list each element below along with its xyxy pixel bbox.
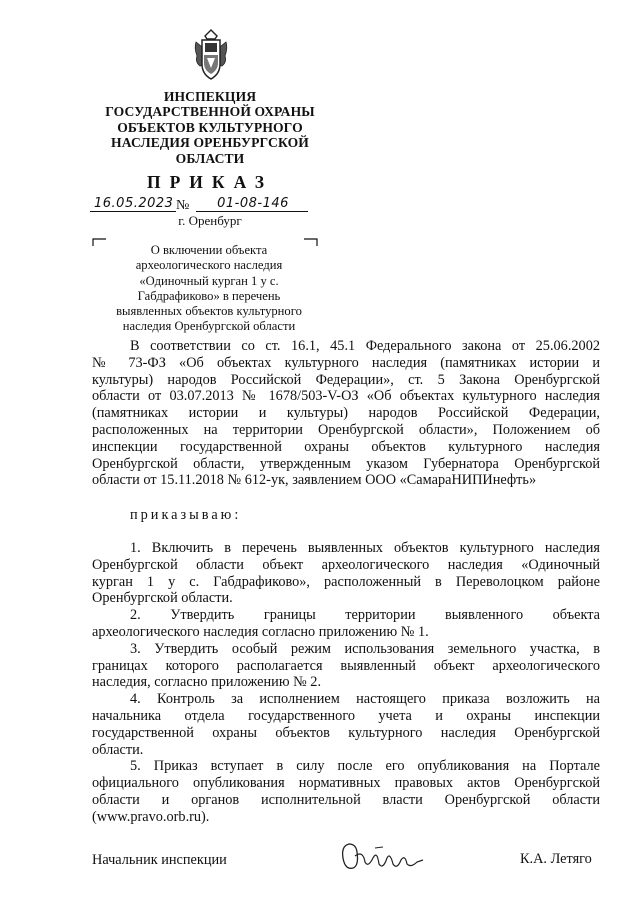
- item-line: начальника отдела государственного учета и охраны инспекции: [92, 707, 600, 724]
- subject-line: О включении объекта: [150, 243, 268, 257]
- item-line: Оренбургской области объект археологического наследия «Одиночный: [92, 556, 600, 573]
- signatory-name: К.А. Летяго: [520, 851, 592, 867]
- order-number: 01-08-146: [217, 196, 289, 211]
- document-type: ПРИКАЗ: [146, 172, 274, 192]
- item-line: государственной охраны объектов культурного наследия Оренбургской: [92, 724, 600, 741]
- order-item-3: [92, 641, 600, 691]
- subject-line: «Одиночный курган 1 у с.: [139, 273, 279, 288]
- org-line: ГОСУДАРСТВЕННОЙ ОХРАНЫ: [105, 104, 315, 120]
- item-line: (www.pravo.orb.ru).: [92, 808, 210, 825]
- date-underline: [90, 211, 176, 212]
- item-line: 4. Контроль за исполнением настоящего приказа возложить на: [130, 691, 600, 708]
- item-line: 5. Приказ вступает в силу после его опубликования на Портале: [130, 758, 600, 775]
- item-line: границах которого располагается выявленный объект археологического: [92, 657, 600, 674]
- organization-name: [78, 89, 342, 166]
- subject-line: выявленных объектов культурного: [116, 304, 302, 319]
- subject-line: археологического наследия: [135, 258, 283, 273]
- preamble-paragraph: [92, 338, 600, 489]
- handwritten-signature: [335, 836, 435, 876]
- order-item-4: [92, 691, 600, 758]
- item-line: области и органов исполнительной власти Оренбургской области: [92, 791, 600, 808]
- order-items: [92, 540, 600, 826]
- preamble-line: области от 15.11.2018 № 612-ук, заявлением ООО «СамараНИПИнефть»: [92, 472, 537, 489]
- item-line: 2. Утвердить границы территории выявленного объекта: [130, 607, 600, 624]
- order-item-2: [92, 607, 600, 641]
- order-item-5: [92, 758, 600, 825]
- preamble-line: В соответствии со ст. 16.1, 45.1 Федерального закона от 25.06.2002: [130, 338, 600, 354]
- city: г. Оренбург: [178, 213, 242, 228]
- order-item-1: [92, 540, 600, 607]
- preamble-line: расположенных на территории Оренбургской области», Положением об: [92, 421, 600, 438]
- org-line: НАСЛЕДИЯ ОРЕНБУРГСКОЙ: [111, 135, 309, 151]
- subject-line: Габдрафиково» в перечень: [137, 288, 281, 303]
- item-line: наследия, согласно приложению № 2.: [92, 674, 322, 691]
- item-line: области.: [92, 741, 144, 758]
- org-line: ИНСПЕКЦИЯ: [163, 89, 257, 104]
- preamble-line: инспекции государственной охраны объектов культурного наследия: [92, 438, 600, 455]
- order-date: 16.05.2023: [94, 196, 174, 211]
- number-underline: [196, 211, 308, 212]
- item-line: 1. Включить в перечень выявленных объектов культурного наследия: [130, 540, 600, 556]
- preamble-line: (памятниках истории и культуры) народов Российской Федерации,: [92, 405, 600, 422]
- item-line: Оренбургской области.: [92, 590, 233, 607]
- item-line: курган 1 у с. Габдрафиково», расположенный в Переволоцком районе: [92, 573, 600, 590]
- org-line: ОБЛАСТИ: [175, 150, 245, 166]
- signatory-title: Начальник инспекции: [92, 852, 227, 868]
- subject-line: наследия Оренбургской области: [122, 319, 296, 334]
- preamble-line: № 73-ФЗ «Об объектах культурного наследия (памятниках истории и: [92, 354, 600, 371]
- coat-of-arms-emblem: [190, 28, 232, 82]
- orders-word: приказываю:: [130, 507, 242, 523]
- number-label: №: [176, 198, 190, 213]
- item-line: 3. Утвердить особый режим использования земельного участка, в: [130, 640, 600, 657]
- item-line: официального опубликования нормативных правовых актов Оренбургской: [92, 775, 600, 792]
- order-subject: [98, 243, 320, 335]
- preamble-line: Оренбургской области, утвержденным указом Губернатора Оренбургской: [92, 455, 600, 472]
- preamble-line: культуры) народов Российской Федерации», ст. 5 Закона Оренбургской: [92, 371, 600, 388]
- item-line: археологического наследия согласно приложению № 1.: [92, 623, 429, 640]
- preamble-line: области от 03.07.2013 № 1678/503-V-ОЗ «Об объектах культурного наследия: [92, 388, 600, 405]
- org-line: ОБЪЕКТОВ КУЛЬТУРНОГО: [117, 119, 303, 135]
